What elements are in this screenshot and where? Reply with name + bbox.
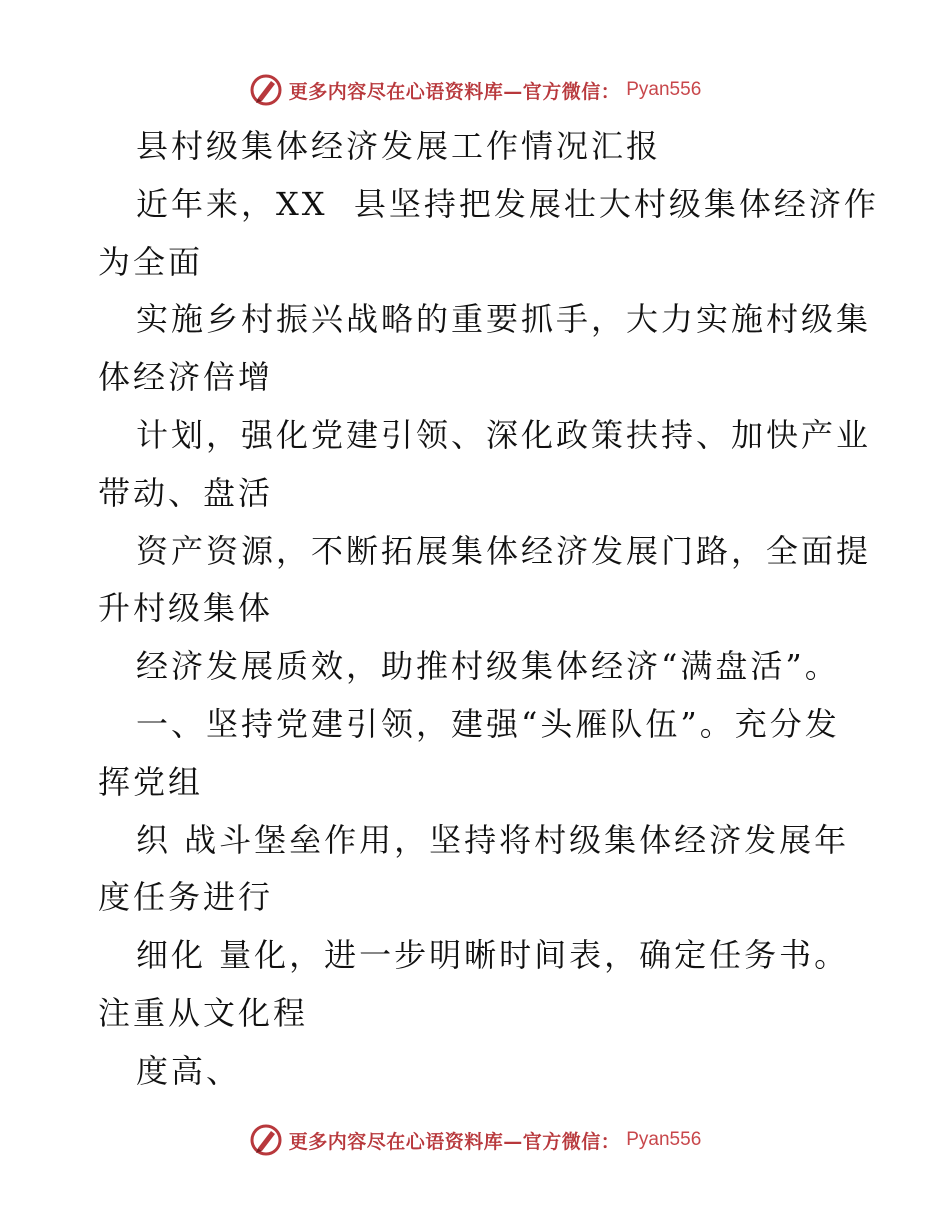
text-line: 为全面	[98, 242, 204, 281]
text-line: 度高、	[136, 1051, 242, 1090]
text-line: 细化 量化，进一步明晰时间表，确定任务书。	[136, 936, 850, 975]
text-line: 注重从文化程	[98, 993, 309, 1032]
text-line: 体经济倍增	[98, 358, 274, 397]
text-line: 县村级集体经济发展工作情况汇报	[136, 127, 662, 165]
text-line: 资产资源，不断拓展集体经济发展门路，全面提	[136, 531, 872, 570]
pen-logo-icon	[249, 73, 283, 107]
text-line: 升村级集体	[98, 589, 274, 628]
text-line: 经济发展质效，助推村级集体经济“满盘活”。	[136, 647, 840, 686]
text-line: 计划，强化党建引领、深化政策扶持、加快产业	[136, 415, 872, 454]
footer-watermark	[0, 1120, 950, 1160]
watermark-wechat-id: Pyan556	[626, 79, 702, 100]
text-line: 织 战斗堡垒作用，坚持将村级集体经济发展年	[136, 820, 850, 859]
text-line: 实施乡村振兴战略的重要抓手，大力实施村级集	[136, 300, 872, 339]
watermark-text: 更多内容尽在心语资料库—官方微信：	[288, 1130, 621, 1153]
text-line: 一、坚持党建引领，建强“头雁队伍”。充分发	[136, 704, 840, 743]
text-line: 挥党组	[98, 762, 204, 801]
document-body	[98, 118, 879, 1101]
text-line: 带动、盘活	[98, 473, 274, 512]
watermark-text: 更多内容尽在心语资料库—官方微信：	[288, 80, 621, 103]
text-line: 度任务进行	[98, 878, 274, 917]
pen-logo-icon	[249, 1123, 283, 1157]
text-line: 近年来，XX 县坚持把发展壮大村级集体经济作	[136, 184, 879, 223]
watermark-wechat-id: Pyan556	[626, 1129, 702, 1150]
header-watermark	[0, 70, 950, 110]
